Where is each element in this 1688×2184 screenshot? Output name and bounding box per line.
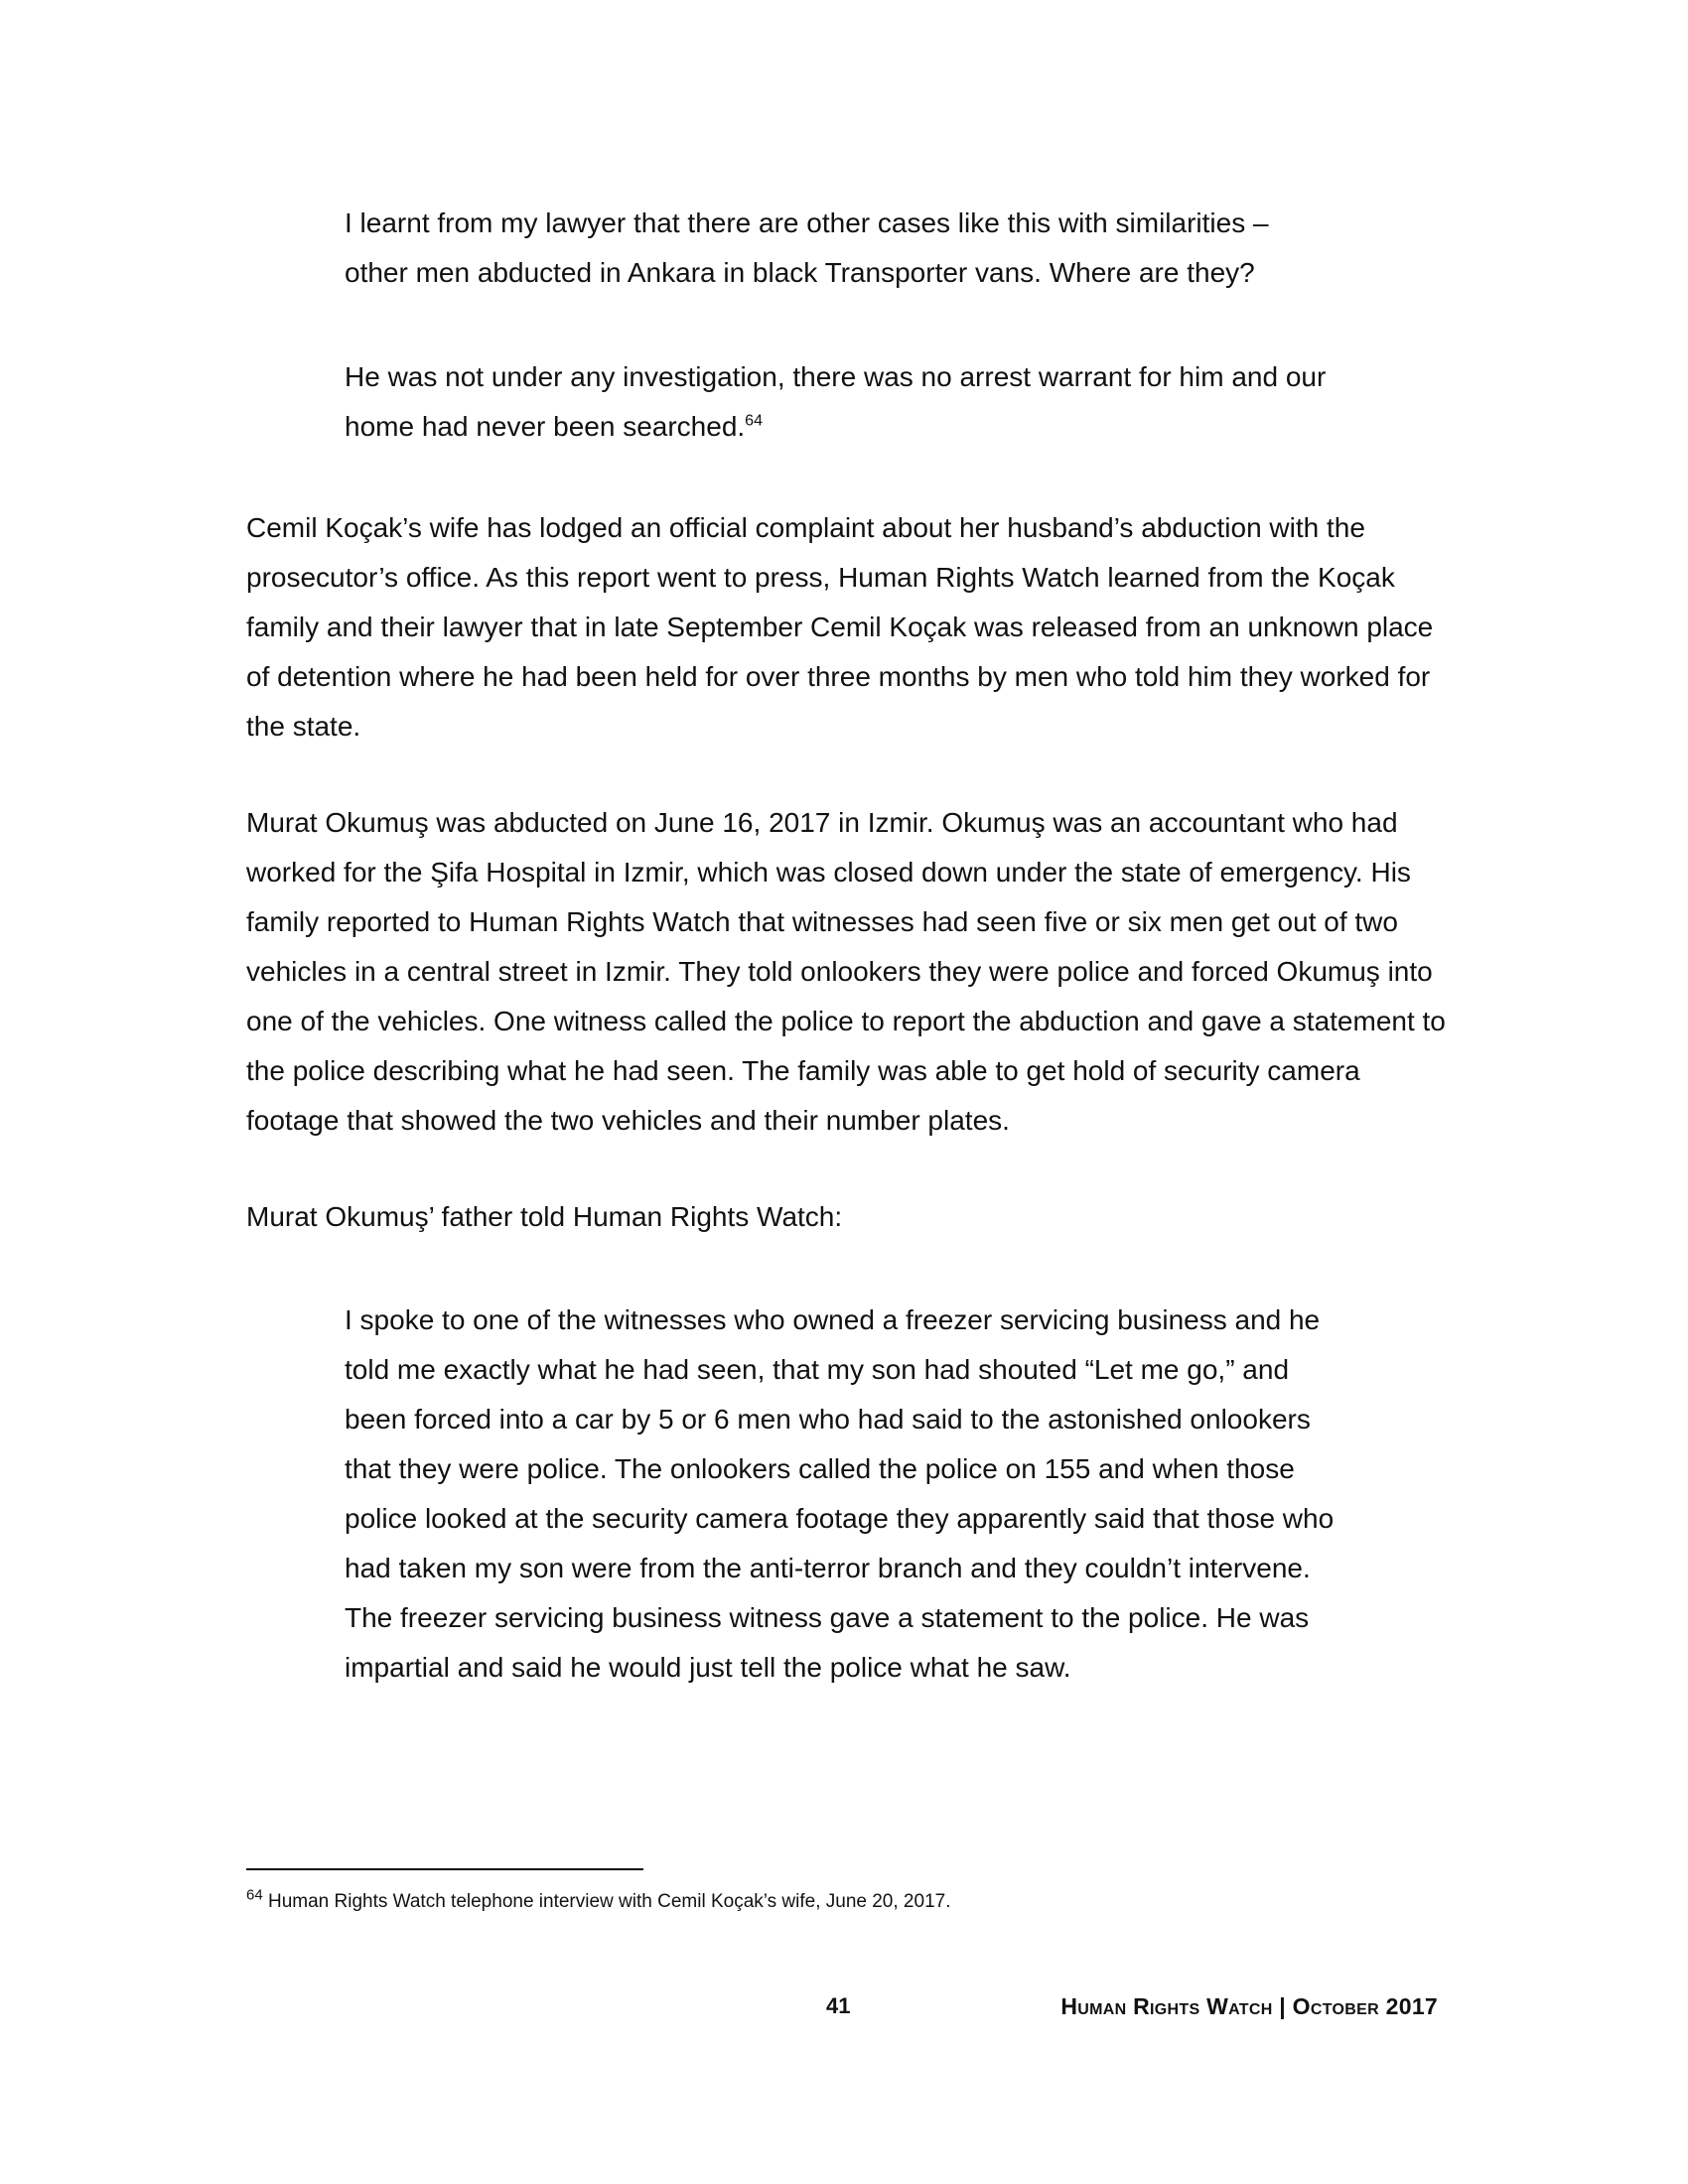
running-footer-title: Human Rights Watch | October 2017: [1060, 1993, 1438, 2019]
page-number: 41: [826, 1993, 851, 2018]
block-quote-2-text: He was not under any investigation, there was no arrest warrant for him and our home had never been searched.: [345, 361, 1327, 442]
paragraph-okumus-abduction: Murat Okumuş was abducted on June 16, 2017 in Izmir. Okumuş was an accountant who had worked for the Şifa Hospital in Izmir, which was closed down under the state of emergency. His family reported to Human Rights Watch that witnesses had seen five or six men get out of two vehicles in a central street in Izmir. They told onlookers they were police and forced Okumuş into one of the vehicles. One witness called the police to report the abduction and gave a statement to the police describing what he had seen. The family was able to get hold of security camera footage that showed the two vehicles and their number plates.: [246, 807, 1446, 1136]
footnote-divider: [246, 1868, 643, 1870]
footnote: [246, 1886, 1438, 1918]
block-quote-3: I spoke to one of the witnesses who owned a freezer servicing business and he told me exactly what he had seen, that my son had shouted “Let me go,” and been forced into a car by 5 or 6 men who had said to the astonished onlookers that they were police. The onlookers called the police on 155 and when those police looked at the security camera footage they apparently said that those who had taken my son were from the anti-terror branch and they couldn’t intervene. The freezer servicing business witness gave a statement to the police. He was impartial and said he would just tell the police what he saw.: [345, 1304, 1335, 1683]
block-quote-1: I learnt from my lawyer that there are other cases like this with similarities – other men abducted in Ankara in black Transporter vans. Where are they?: [345, 207, 1269, 288]
paragraph-father-intro: Murat Okumuş’ father told Human Rights Watch:: [246, 1201, 843, 1232]
block-quote-2: [345, 352, 1337, 452]
footnote-reference[interactable]: 64: [745, 412, 763, 430]
footnote-number: 64: [246, 1886, 263, 1904]
paragraph-kocak-complaint: Cemil Koçak’s wife has lodged an official complaint about her husband’s abduction with the prosecutor’s office. As this report went to press, Human Rights Watch learned from the Koçak family and their lawyer that in late September Cemil Koçak was released from an unknown place of detention where he had been held for over three months by men who told him they worked for the state.: [246, 512, 1434, 742]
footnote-text: Human Rights Watch telephone interview with Cemil Koçak’s wife, June 20, 2017.: [267, 1891, 951, 1912]
